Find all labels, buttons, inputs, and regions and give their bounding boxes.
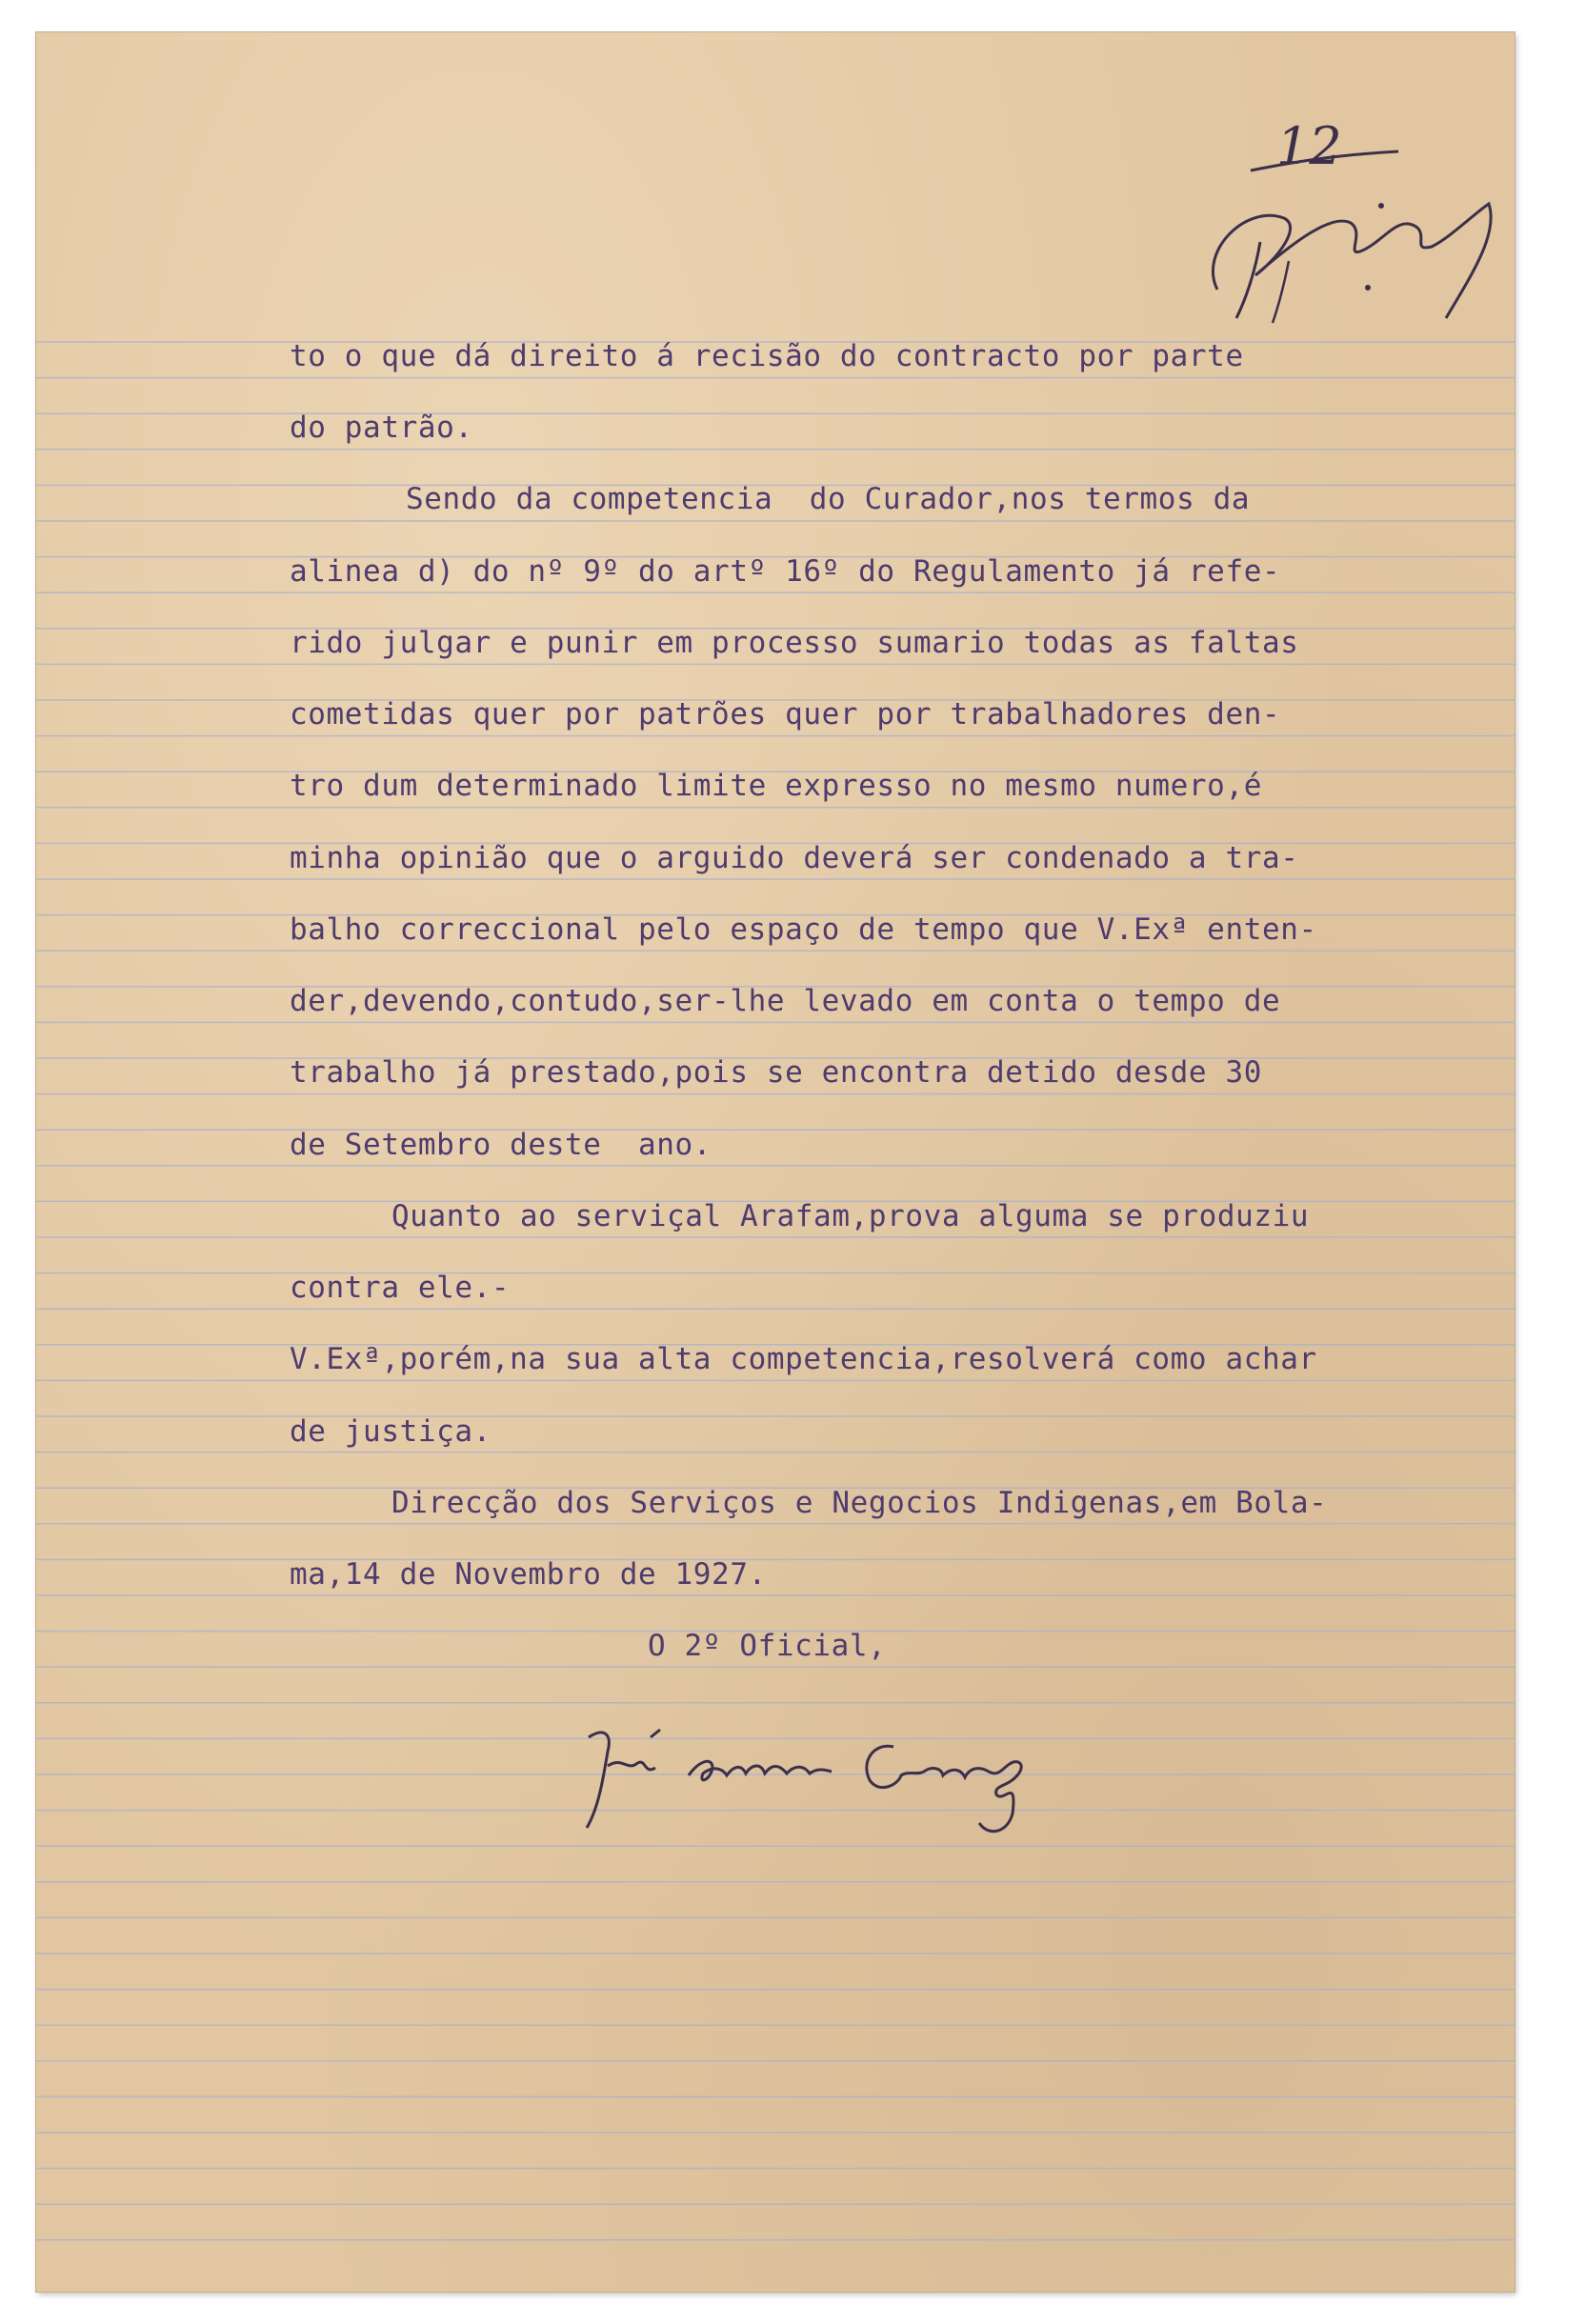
text-line: to o que dá direito á recisão do contracto por parte	[290, 339, 1244, 373]
text-line: Direcção dos Serviços e Negocios Indigenas,em Bola-	[391, 1486, 1328, 1520]
text-line: ma,14 de Novembro de 1927.	[290, 1557, 767, 1592]
text-line: O 2º Oficial,	[648, 1629, 887, 1663]
text-line: minha opinião que o arguido deverá ser condenado a tra-	[290, 841, 1299, 875]
text-line: balho correccional pelo espaço de tempo que V.Exª enten-	[290, 912, 1317, 947]
text-line: de justiça.	[290, 1414, 492, 1449]
text-line: rido julgar e punir em processo sumario todas as faltas	[290, 626, 1299, 660]
document-body	[36, 32, 1515, 1663]
text-line: tro dum determinado limite expresso no mesmo numero,é	[290, 769, 1262, 803]
text-line: contra ele.-	[290, 1271, 511, 1305]
text-line: cometidas quer por patrões quer por trabalhadores den-	[290, 697, 1281, 731]
text-line: alinea d) do nº 9º do artº 16º do Regulamento já refe-	[290, 554, 1281, 589]
signature	[570, 1709, 1103, 1852]
text-line: de Setembro deste ano.	[290, 1128, 712, 1162]
document-page	[36, 32, 1515, 2292]
text-line: Sendo da competencia do Curador,nos termos da	[406, 482, 1251, 516]
text-line: der,devendo,contudo,ser-lhe levado em conta o tempo de	[290, 984, 1281, 1018]
text-line: trabalho já prestado,pois se encontra detido desde 30	[290, 1055, 1262, 1090]
text-line: do patrão.	[290, 411, 473, 445]
text-line: Quanto ao serviçal Arafam,prova alguma se produziu	[391, 1199, 1310, 1233]
text-line: V.Exª,porém,na sua alta competencia,resolverá como achar	[290, 1342, 1317, 1376]
page-number: 12	[1276, 116, 1342, 176]
